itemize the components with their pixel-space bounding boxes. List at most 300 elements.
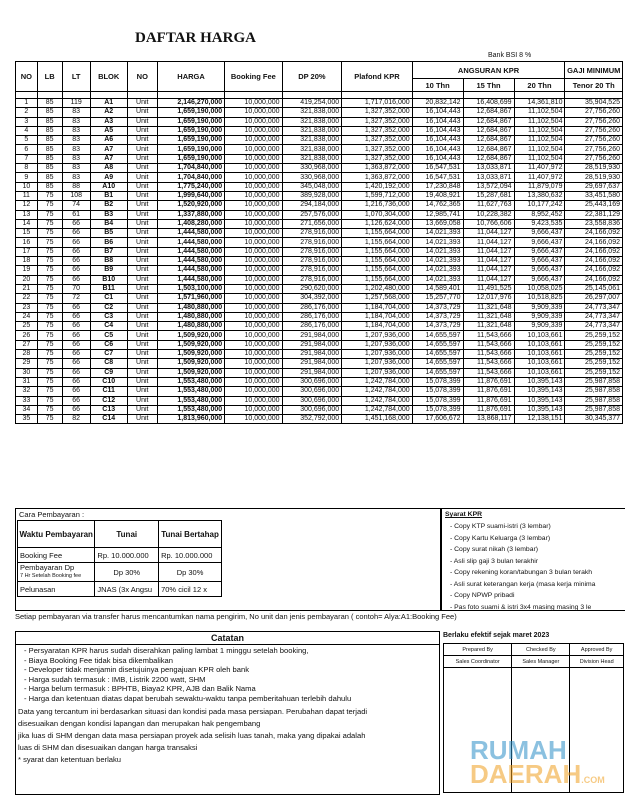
row-gaji: 25,987,858 — [565, 387, 623, 396]
catatan-item: - Developer tidak menjamin disetujuinya pengajuan KPR oleh bank — [24, 665, 439, 675]
row-lt: 66 — [62, 275, 90, 284]
row-10thn: 14,373,729 — [412, 312, 463, 321]
row-unit: Unit — [127, 350, 157, 359]
row-gaji: 25,987,858 — [565, 396, 623, 405]
row-10thn: 16,104,443 — [412, 108, 463, 117]
row-lb: 75 — [37, 396, 62, 405]
row-dp: 291,984,000 — [282, 331, 342, 340]
row-harga: 1,553,480,000 — [157, 377, 224, 386]
row-dp: 304,392,000 — [282, 294, 342, 303]
row-lb: 75 — [37, 368, 62, 377]
row-15thn: 11,491,525 — [463, 284, 514, 293]
row-15thn: 11,876,691 — [463, 405, 514, 414]
watermark-line2 — [470, 759, 605, 792]
row-unit: Unit — [127, 303, 157, 312]
row-15thn: 11,321,648 — [463, 312, 514, 321]
syarat-item: - Asli surat keterangan kerja (masa kerja minima — [450, 580, 596, 588]
row-lt: 66 — [62, 247, 90, 256]
row-lt: 74 — [62, 201, 90, 210]
row-gaji: 24,773,347 — [565, 312, 623, 321]
row-no: 24 — [16, 312, 38, 321]
row-booking: 10,000,000 — [225, 145, 282, 154]
row-plafond: 1,242,784,000 — [342, 405, 412, 414]
row-unit: Unit — [127, 136, 157, 145]
row-dp: 321,838,000 — [282, 154, 342, 163]
spacer-cell — [412, 92, 463, 99]
row-harga: 1,813,960,000 — [157, 415, 224, 424]
col-lt: LT — [62, 62, 90, 92]
row-lt: 66 — [62, 331, 90, 340]
row-lt: 66 — [62, 350, 90, 359]
row-gaji: 28,519,930 — [565, 173, 623, 182]
row-harga: 1,704,840,000 — [157, 173, 224, 182]
row-no: 34 — [16, 405, 38, 414]
row-no: 33 — [16, 396, 38, 405]
row-no: 31 — [16, 377, 38, 386]
row-lt: 66 — [62, 219, 90, 228]
row-15thn: 11,321,648 — [463, 303, 514, 312]
row-gaji: 25,987,858 — [565, 377, 623, 386]
payment-caption: Cara Pembayaran : — [19, 510, 85, 519]
row-15thn: 11,627,763 — [463, 201, 514, 210]
row-blok: A10 — [90, 182, 127, 191]
row-dp: 291,984,000 — [282, 350, 342, 359]
row-plafond: 1,184,704,000 — [342, 303, 412, 312]
row-harga: 2,146,270,000 — [157, 99, 224, 108]
row-15thn: 12,684,867 — [463, 117, 514, 126]
row-booking: 10,000,000 — [225, 173, 282, 182]
catatan-item: - Harga sudah termasuk : IMB, Listrik 2200 watt, SHM — [24, 675, 439, 685]
row-booking: 10,000,000 — [225, 191, 282, 200]
row-blok: A7 — [90, 154, 127, 163]
row-booking: 10,000,000 — [225, 359, 282, 368]
row-10thn: 16,547,531 — [412, 164, 463, 173]
row-blok: B1 — [90, 191, 127, 200]
row-10thn: 12,985,741 — [412, 210, 463, 219]
row-15thn: 11,044,127 — [463, 266, 514, 275]
table-row — [16, 219, 623, 228]
col-dp: DP 20% — [282, 62, 342, 92]
row-harga: 1,509,920,000 — [157, 350, 224, 359]
row-unit: Unit — [127, 275, 157, 284]
row-harga: 1,509,920,000 — [157, 331, 224, 340]
row-no: 13 — [16, 210, 38, 219]
payment-col-waktu: Waktu Pembayaran — [18, 521, 95, 548]
row-gaji: 27,756,260 — [565, 154, 623, 163]
division-head: Division Head — [570, 656, 624, 668]
payment-col-bertahap: Tunai Bertahap — [159, 521, 222, 548]
payment-col-tunai: Tunai — [95, 521, 159, 548]
row-unit: Unit — [127, 294, 157, 303]
row-no: 2 — [16, 108, 38, 117]
row-lb: 75 — [37, 387, 62, 396]
syarat-item: - Copy KTP suami-istri (3 lembar) — [450, 523, 551, 530]
table-row — [16, 405, 623, 414]
row-harga: 1,444,580,000 — [157, 257, 224, 266]
row-dp: 321,838,000 — [282, 145, 342, 154]
row-booking: 10,000,000 — [225, 117, 282, 126]
row-unit: Unit — [127, 145, 157, 154]
table-row — [16, 257, 623, 266]
table-row — [16, 368, 623, 377]
table-row — [16, 173, 623, 182]
row-harga: 1,999,640,000 — [157, 191, 224, 200]
row-harga: 1,520,920,000 — [157, 201, 224, 210]
payment-bertahap: 70% cicil 12 x — [159, 582, 222, 597]
payment-row — [18, 548, 222, 563]
spacer-cell — [565, 92, 623, 99]
row-15thn: 11,876,691 — [463, 387, 514, 396]
row-lb: 75 — [37, 322, 62, 331]
spacer-cell — [16, 92, 38, 99]
row-unit: Unit — [127, 387, 157, 396]
payment-label: Pelunasan — [18, 582, 95, 597]
watermark-word: DAERAH — [470, 759, 582, 789]
payment-bertahap: Rp. 10.000.000 — [159, 548, 222, 563]
row-dp: 278,916,000 — [282, 257, 342, 266]
row-dp: 286,176,000 — [282, 322, 342, 331]
row-harga: 1,503,100,000 — [157, 284, 224, 293]
table-row — [16, 303, 623, 312]
row-plafond: 1,155,664,000 — [342, 275, 412, 284]
row-booking: 10,000,000 — [225, 99, 282, 108]
row-15thn: 10,766,606 — [463, 219, 514, 228]
row-plafond: 1,327,352,000 — [342, 117, 412, 126]
col-lb: LB — [37, 62, 62, 92]
row-dp: 291,984,000 — [282, 340, 342, 349]
row-no: 15 — [16, 229, 38, 238]
row-plafond: 1,717,016,000 — [342, 99, 412, 108]
approved-by: Approved By — [570, 644, 624, 656]
row-lt: 82 — [62, 415, 90, 424]
row-plafond: 1,184,704,000 — [342, 322, 412, 331]
row-blok: B9 — [90, 266, 127, 275]
spacer-cell — [90, 92, 127, 99]
row-plafond: 1,155,664,000 — [342, 266, 412, 275]
row-no: 16 — [16, 238, 38, 247]
row-no: 25 — [16, 322, 38, 331]
row-blok: B8 — [90, 257, 127, 266]
row-20thn: 11,102,504 — [514, 145, 565, 154]
row-plafond: 1,207,936,000 — [342, 331, 412, 340]
row-lb: 75 — [37, 340, 62, 349]
row-booking: 10,000,000 — [225, 126, 282, 135]
catatan-box — [15, 644, 440, 795]
row-20thn: 10,177,242 — [514, 201, 565, 210]
row-lt: 83 — [62, 126, 90, 135]
catatan-list — [24, 646, 439, 703]
spacer-cell — [62, 92, 90, 99]
table-row — [16, 266, 623, 275]
row-unit: Unit — [127, 377, 157, 386]
row-dp: 271,656,000 — [282, 219, 342, 228]
row-booking: 10,000,000 — [225, 164, 282, 173]
row-lb: 75 — [37, 303, 62, 312]
row-harga: 1,509,920,000 — [157, 368, 224, 377]
row-lb: 75 — [37, 238, 62, 247]
row-unit: Unit — [127, 126, 157, 135]
row-unit: Unit — [127, 266, 157, 275]
row-10thn: 14,021,393 — [412, 229, 463, 238]
row-lb: 75 — [37, 257, 62, 266]
table-row — [16, 415, 623, 424]
table-row — [16, 247, 623, 256]
row-harga: 1,553,480,000 — [157, 387, 224, 396]
row-20thn: 11,102,504 — [514, 126, 565, 135]
row-blok: C7 — [90, 350, 127, 359]
row-booking: 10,000,000 — [225, 219, 282, 228]
row-booking: 10,000,000 — [225, 396, 282, 405]
row-booking: 10,000,000 — [225, 415, 282, 424]
row-gaji: 25,259,152 — [565, 350, 623, 359]
row-lb: 75 — [37, 331, 62, 340]
row-booking: 10,000,000 — [225, 312, 282, 321]
row-dp: 257,576,000 — [282, 210, 342, 219]
row-20thn: 10,395,143 — [514, 387, 565, 396]
prepared-by: Prepared By — [444, 644, 512, 656]
row-lt: 66 — [62, 387, 90, 396]
table-row — [16, 201, 623, 210]
row-10thn: 14,762,365 — [412, 201, 463, 210]
row-booking: 10,000,000 — [225, 377, 282, 386]
row-harga: 1,553,480,000 — [157, 396, 224, 405]
row-blok: B11 — [90, 284, 127, 293]
row-20thn: 9,666,437 — [514, 247, 565, 256]
syarat-item: - Copy NPWP pribadi — [450, 592, 515, 599]
row-15thn: 11,044,127 — [463, 229, 514, 238]
row-20thn: 9,909,339 — [514, 303, 565, 312]
row-plafond: 1,242,784,000 — [342, 387, 412, 396]
row-unit: Unit — [127, 284, 157, 293]
row-dp: 345,048,000 — [282, 182, 342, 191]
row-unit: Unit — [127, 340, 157, 349]
row-unit: Unit — [127, 99, 157, 108]
row-20thn: 10,103,661 — [514, 359, 565, 368]
table-row — [16, 322, 623, 331]
row-dp: 291,984,000 — [282, 359, 342, 368]
row-booking: 10,000,000 — [225, 210, 282, 219]
row-lb: 75 — [37, 415, 62, 424]
row-10thn: 16,104,443 — [412, 154, 463, 163]
row-blok: A3 — [90, 117, 127, 126]
row-15thn: 11,543,666 — [463, 368, 514, 377]
row-plafond: 1,207,936,000 — [342, 350, 412, 359]
row-blok: C8 — [90, 359, 127, 368]
payment-row — [18, 582, 222, 597]
page-title: DAFTAR HARGA — [135, 30, 256, 46]
row-blok: A8 — [90, 164, 127, 173]
row-lb: 75 — [37, 350, 62, 359]
row-dp: 321,838,000 — [282, 117, 342, 126]
row-harga: 1,659,190,000 — [157, 154, 224, 163]
row-lt: 66 — [62, 238, 90, 247]
row-lt: 66 — [62, 303, 90, 312]
col-tenor: Tenor 20 Th — [565, 79, 623, 92]
row-15thn: 12,684,867 — [463, 108, 514, 117]
row-lt: 66 — [62, 377, 90, 386]
catatan-paragraph — [18, 706, 437, 766]
row-no: 10 — [16, 182, 38, 191]
col-20thn: 20 Thn — [514, 79, 565, 92]
row-10thn: 14,655,597 — [412, 331, 463, 340]
col-no: NO — [16, 62, 38, 92]
payment-row — [18, 563, 222, 582]
row-booking: 10,000,000 — [225, 322, 282, 331]
row-gaji: 25,259,152 — [565, 331, 623, 340]
table-row — [16, 126, 623, 135]
row-harga: 1,704,840,000 — [157, 164, 224, 173]
row-no: 11 — [16, 191, 38, 200]
row-harga: 1,659,190,000 — [157, 108, 224, 117]
row-no: 23 — [16, 303, 38, 312]
row-10thn: 14,021,393 — [412, 238, 463, 247]
row-20thn: 10,395,143 — [514, 377, 565, 386]
row-harga: 1,659,190,000 — [157, 145, 224, 154]
table-row — [16, 396, 623, 405]
row-blok: A1 — [90, 99, 127, 108]
row-no: 9 — [16, 173, 38, 182]
row-harga: 1,408,280,000 — [157, 219, 224, 228]
payment-tunai: JNAS (3x Angsu — [95, 582, 159, 597]
row-10thn: 19,408,921 — [412, 191, 463, 200]
row-harga: 1,480,880,000 — [157, 303, 224, 312]
row-unit: Unit — [127, 173, 157, 182]
row-lt: 66 — [62, 396, 90, 405]
row-lt: 83 — [62, 117, 90, 126]
row-booking: 10,000,000 — [225, 340, 282, 349]
row-harga: 1,509,920,000 — [157, 340, 224, 349]
row-20thn: 10,395,143 — [514, 405, 565, 414]
spacer-cell — [225, 92, 282, 99]
row-no: 5 — [16, 136, 38, 145]
row-10thn: 15,078,399 — [412, 387, 463, 396]
row-dp: 321,838,000 — [282, 108, 342, 117]
col-15thn: 15 Thn — [463, 79, 514, 92]
row-booking: 10,000,000 — [225, 257, 282, 266]
row-gaji: 23,558,836 — [565, 219, 623, 228]
row-unit: Unit — [127, 257, 157, 266]
row-dp: 330,968,000 — [282, 164, 342, 173]
row-plafond: 1,070,304,000 — [342, 210, 412, 219]
col-gaji: GAJI MINIMUM — [565, 62, 623, 79]
row-lb: 75 — [37, 229, 62, 238]
row-10thn: 17,606,672 — [412, 415, 463, 424]
table-row — [16, 99, 623, 108]
row-plafond: 1,257,568,000 — [342, 294, 412, 303]
row-no: 6 — [16, 145, 38, 154]
row-20thn: 10,058,025 — [514, 284, 565, 293]
row-20thn: 11,407,972 — [514, 173, 565, 182]
row-15thn: 11,876,691 — [463, 396, 514, 405]
row-20thn: 11,102,504 — [514, 154, 565, 163]
row-10thn: 14,655,597 — [412, 350, 463, 359]
row-gaji: 27,756,260 — [565, 108, 623, 117]
row-15thn: 12,017,976 — [463, 294, 514, 303]
row-plafond: 1,327,352,000 — [342, 154, 412, 163]
row-15thn: 15,287,681 — [463, 191, 514, 200]
row-plafond: 1,216,736,000 — [342, 201, 412, 210]
row-no: 21 — [16, 284, 38, 293]
row-lb: 85 — [37, 126, 62, 135]
row-lb: 85 — [37, 173, 62, 182]
row-lb: 75 — [37, 201, 62, 210]
row-blok: B10 — [90, 275, 127, 284]
row-plafond: 1,126,624,000 — [342, 219, 412, 228]
row-no: 7 — [16, 154, 38, 163]
row-booking: 10,000,000 — [225, 247, 282, 256]
row-lb: 75 — [37, 359, 62, 368]
row-harga: 1,775,240,000 — [157, 182, 224, 191]
row-lb: 75 — [37, 275, 62, 284]
row-gaji: 35,904,525 — [565, 99, 623, 108]
table-row — [16, 387, 623, 396]
row-gaji: 25,259,152 — [565, 368, 623, 377]
table-row — [16, 136, 623, 145]
row-gaji: 33,451,580 — [565, 191, 623, 200]
row-dp: 278,916,000 — [282, 238, 342, 247]
row-10thn: 15,257,770 — [412, 294, 463, 303]
row-harga: 1,659,190,000 — [157, 117, 224, 126]
row-10thn: 14,655,597 — [412, 368, 463, 377]
row-no: 20 — [16, 275, 38, 284]
checked-by: Checked By — [512, 644, 570, 656]
row-plafond: 1,242,784,000 — [342, 377, 412, 386]
row-harga: 1,444,580,000 — [157, 247, 224, 256]
row-unit: Unit — [127, 247, 157, 256]
row-lt: 83 — [62, 145, 90, 154]
row-plafond: 1,451,168,000 — [342, 415, 412, 424]
table-row — [16, 377, 623, 386]
catatan-title: Catatan — [15, 631, 440, 645]
row-10thn: 14,655,597 — [412, 340, 463, 349]
row-lt: 83 — [62, 154, 90, 163]
row-unit: Unit — [127, 359, 157, 368]
row-booking: 10,000,000 — [225, 350, 282, 359]
row-no: 8 — [16, 164, 38, 173]
row-dp: 330,968,000 — [282, 173, 342, 182]
row-unit: Unit — [127, 182, 157, 191]
row-dp: 294,184,000 — [282, 201, 342, 210]
row-15thn: 11,876,691 — [463, 377, 514, 386]
row-20thn: 10,395,143 — [514, 396, 565, 405]
row-10thn: 16,547,531 — [412, 173, 463, 182]
row-gaji: 24,166,092 — [565, 238, 623, 247]
price-table — [15, 61, 623, 424]
payment-section — [15, 508, 441, 611]
payment-label: Pembayaran Dp — [20, 563, 75, 572]
row-unit: Unit — [127, 164, 157, 173]
row-plafond: 1,155,664,000 — [342, 229, 412, 238]
row-20thn: 10,103,661 — [514, 340, 565, 349]
row-20thn: 13,380,632 — [514, 191, 565, 200]
row-unit: Unit — [127, 219, 157, 228]
sales-manager: Sales Manager — [512, 656, 570, 668]
payment-label: Booking Fee — [18, 548, 95, 563]
row-15thn: 11,543,666 — [463, 331, 514, 340]
row-blok: A5 — [90, 126, 127, 135]
row-dp: 321,838,000 — [282, 126, 342, 135]
row-gaji: 25,145,061 — [565, 284, 623, 293]
row-20thn: 8,952,452 — [514, 210, 565, 219]
row-unit: Unit — [127, 415, 157, 424]
row-20thn: 9,423,535 — [514, 219, 565, 228]
row-lt: 66 — [62, 405, 90, 414]
row-no: 3 — [16, 117, 38, 126]
watermark-line1: RUMAH — [470, 735, 567, 765]
table-row — [16, 108, 623, 117]
row-no: 28 — [16, 350, 38, 359]
row-blok: B3 — [90, 210, 127, 219]
